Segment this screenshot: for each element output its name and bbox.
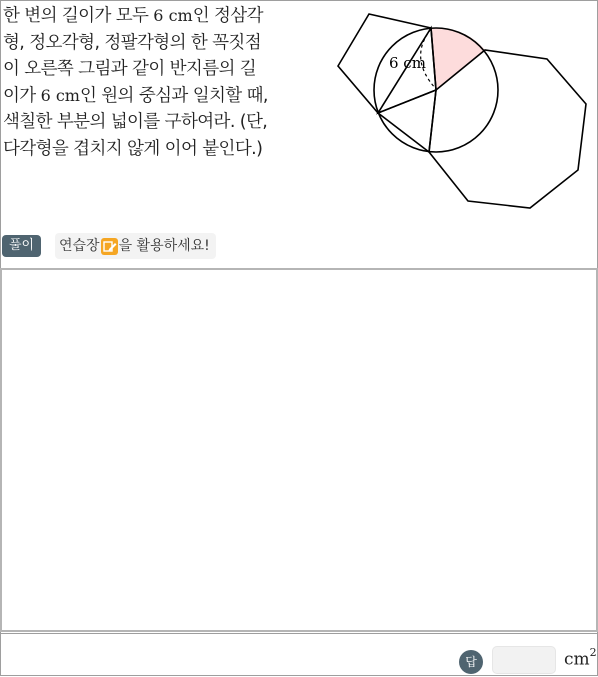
notepad-icon[interactable] <box>101 238 118 255</box>
unit-exponent: 2 <box>589 646 597 659</box>
answer-unit <box>564 648 597 670</box>
question-line: 인 정삼각 <box>192 6 263 26</box>
question-line: 한 변의 길이가 모두 <box>3 6 154 26</box>
question-line: 이가 <box>3 85 41 106</box>
pencil-icon <box>101 238 118 255</box>
answer-badge: 답 <box>459 650 483 674</box>
unit-text: cm <box>564 649 590 670</box>
polygons-diagram <box>330 0 598 215</box>
question-line: 이 오른쪽 그림과 같이 반지름의 길 <box>3 59 257 79</box>
shaded-sector <box>431 28 485 90</box>
measure-value: 6 cm <box>153 6 193 25</box>
question-text <box>3 3 325 162</box>
answer-row <box>0 633 598 677</box>
hint-text: 을 활용하세요! <box>118 238 210 254</box>
toolbar <box>0 232 598 260</box>
hint-text: 연습장 <box>59 238 100 254</box>
question-line: 인 원의 중심과 일치할 때, <box>79 85 268 106</box>
radius-label: 6 cm <box>389 54 426 72</box>
answer-input[interactable] <box>492 646 556 674</box>
polygon-edge <box>429 90 436 152</box>
question-line: 색칠한 부분의 넓이를 구하여라. (단, <box>3 112 268 132</box>
solution-button[interactable]: 풀이 <box>2 235 41 257</box>
polygon-edge <box>378 113 429 152</box>
notepad-hint <box>55 233 216 259</box>
question-line: 다각형을 겹치지 않게 이어 붙인다.) <box>3 138 263 159</box>
measure-value: 6 cm <box>40 85 80 105</box>
question-line: 형, 정오각형, 정팔각형의 한 꼭짓점 <box>3 32 262 53</box>
geometry-figure <box>330 0 598 215</box>
solution-work-area[interactable] <box>0 268 598 632</box>
